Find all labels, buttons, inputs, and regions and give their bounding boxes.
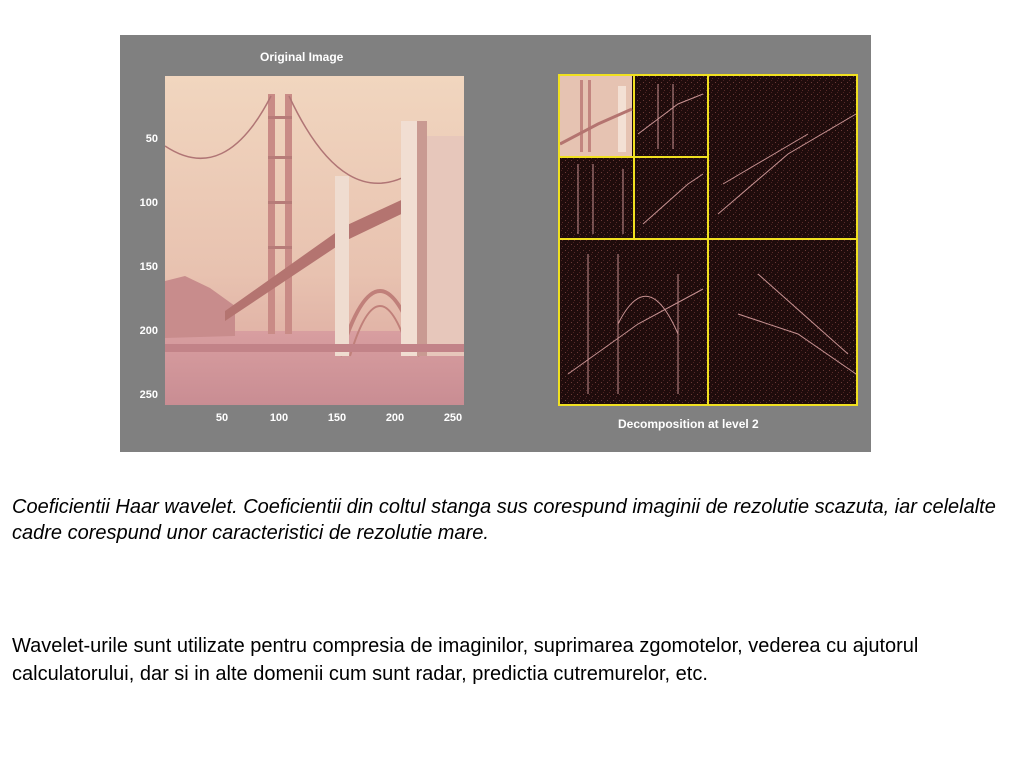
x-tick-label: 50: [215, 412, 229, 424]
y-tick-label: 250: [139, 389, 158, 401]
decomposition-title: Decomposition at level 2: [618, 417, 759, 431]
wavelet-figure: [120, 35, 871, 452]
bridge-photo: [165, 76, 464, 405]
y-tick-label: 50: [145, 133, 158, 145]
x-tick-label: 200: [385, 412, 405, 424]
y-tick-label: 150: [139, 261, 158, 273]
y-tick-label: 200: [139, 325, 158, 337]
x-tick-label: 250: [443, 412, 463, 424]
original-image-title: Original Image: [260, 50, 344, 64]
y-tick-label: 100: [139, 197, 158, 209]
original-image-axes: [165, 76, 464, 405]
decomposition-grid: [558, 74, 858, 406]
x-tick-label: 100: [269, 412, 289, 424]
body-paragraph: Wavelet-urile sunt utilizate pentru compresia de imaginilor, suprimarea zgomotelor, vederea cu ajutorul calculatorului, dar si in alte domenii cum sunt radar, predictia cutremurelor, etc.: [12, 635, 919, 685]
wavelet-decomposition: [558, 74, 858, 406]
x-tick-label: 150: [327, 412, 347, 424]
figure-caption: Coeficientii Haar wavelet. Coeficientii din coltul stanga sus corespund imaginii de rezolutie scazuta, iar celelalte cadre corespund unor caracteristici de rezolutie mare.: [12, 496, 996, 544]
